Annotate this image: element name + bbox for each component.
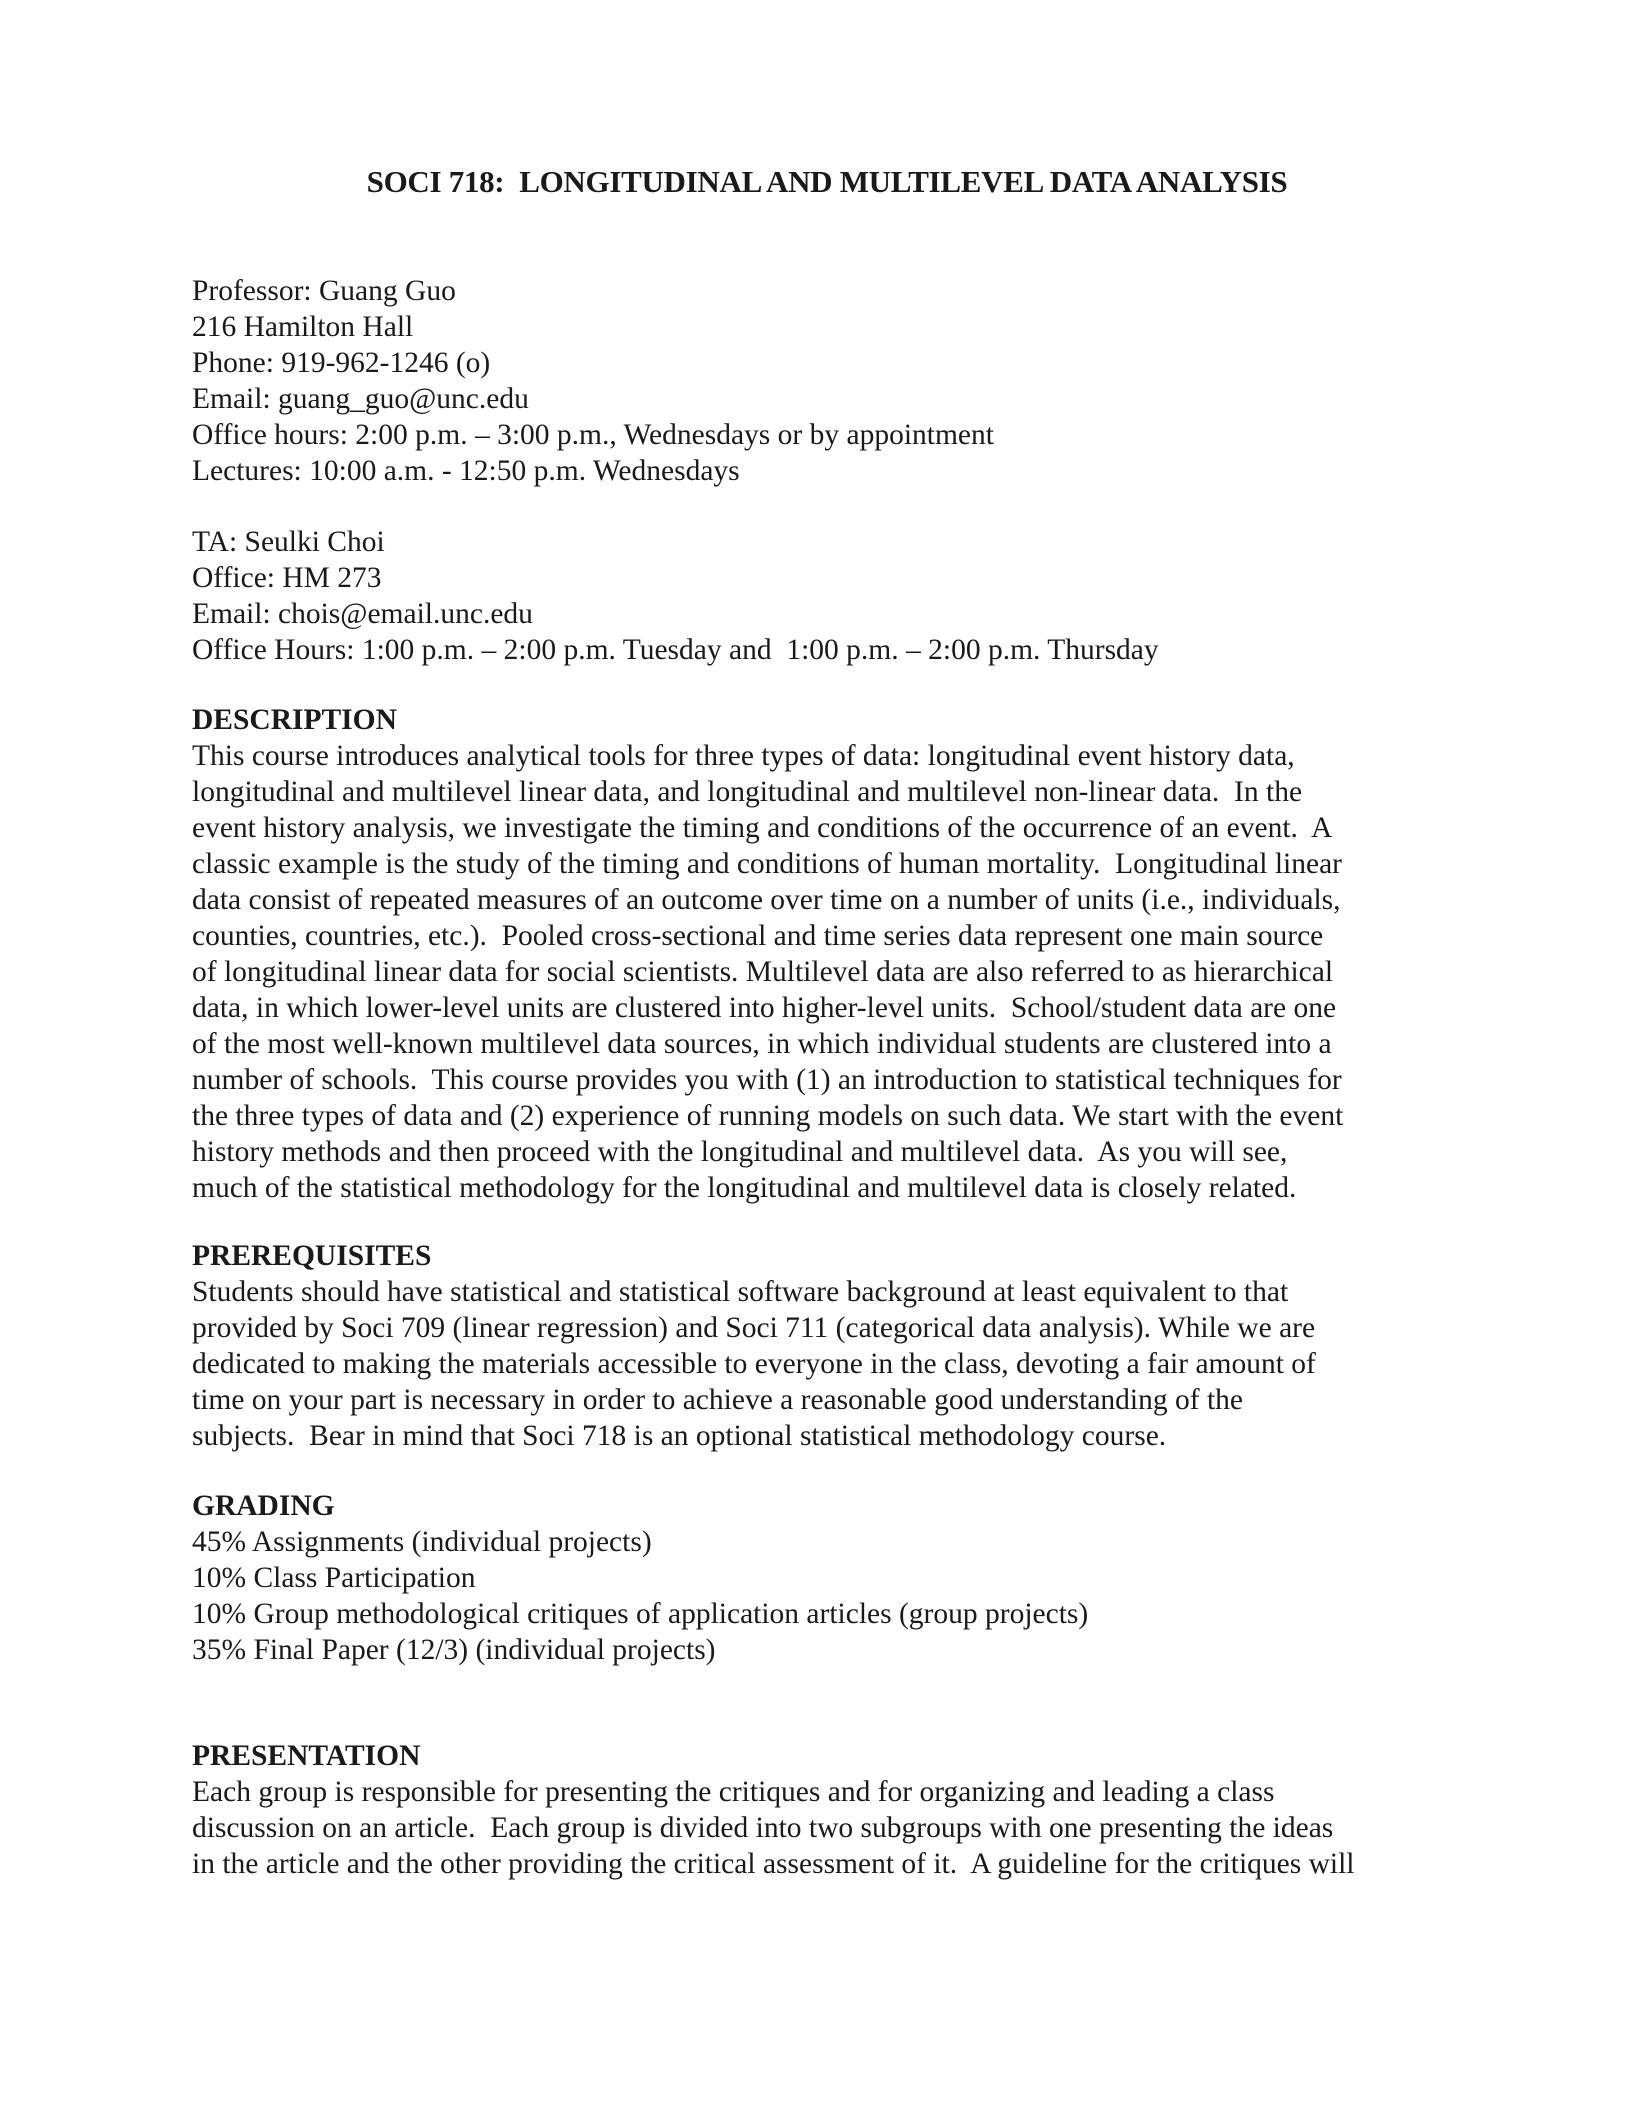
grading-item: 10% Group methodological critiques of application articles (group projects) [192,1598,1089,1630]
description-section [192,702,1462,1206]
grading-item: 10% Class Participation [192,1562,476,1594]
presentation-line: Each group is responsible for presenting the critiques and for organizing and leading a class [192,1776,1275,1808]
lecture-time: Lectures: 10:00 a.m. - 12:50 p.m. Wednesdays [192,455,740,487]
description-line: of the most well-known multilevel data sources, in which individual students are clustered into a [192,1028,1332,1060]
description-line: event history analysis, we investigate the timing and conditions of the occurrence of an event. A [192,812,1333,844]
professor-name: Professor: Guang Guo [192,275,456,307]
description-line: history methods and then proceed with the longitudinal and multilevel data. As you will see, [192,1136,1288,1168]
grading-item: 35% Final Paper (12/3) (individual projects) [192,1634,716,1666]
professor-office-hours: Office hours: 2:00 p.m. – 3:00 p.m., Wednesdays or by appointment [192,419,994,451]
description-line: longitudinal and multilevel linear data, and longitudinal and multilevel non-linear data. In the [192,776,1303,808]
prerequisites-line: dedicated to making the materials accessible to everyone in the class, devoting a fair amount of [192,1348,1316,1380]
ta-email: Email: chois@email.unc.edu [192,598,533,630]
description-line: the three types of data and (2) experience of running models on such data. We start with the event [192,1100,1344,1132]
professor-info [192,273,1462,489]
description-line: classic example is the study of the timing and conditions of human mortality. Longitudinal linear [192,848,1342,880]
grading-section [192,1488,1462,1668]
description-line: data, in which lower-level units are clustered into higher-level units. School/student data are one [192,992,1337,1024]
prerequisites-section [192,1238,1462,1454]
prerequisites-heading: PREREQUISITES [192,1240,432,1272]
document-title: SOCI 718: LONGITUDINAL AND MULTILEVEL DATA ANALYSIS [366,164,1288,199]
description-line: counties, countries, etc.). Pooled cross-sectional and time series data represent one main source [192,920,1324,952]
description-line: of longitudinal linear data for social scientists. Multilevel data are also referred to as hierarchical [192,956,1334,988]
professor-email: Email: guang_guo@unc.edu [192,383,529,415]
description-line: number of schools. This course provides you with (1) an introduction to statistical techniques for [192,1064,1342,1096]
presentation-line: discussion on an article. Each group is divided into two subgroups with one presenting the ideas [192,1812,1334,1844]
prerequisites-line: time on your part is necessary in order to achieve a reasonable good understanding of the [192,1384,1243,1416]
grading-heading: GRADING [192,1490,335,1522]
presentation-line: in the article and the other providing the critical assessment of it. A guideline for the critiques will [192,1848,1355,1880]
ta-office-hours: Office Hours: 1:00 p.m. – 2:00 p.m. Tuesday and 1:00 p.m. – 2:00 p.m. Thursday [192,634,1159,666]
presentation-heading: PRESENTATION [192,1740,421,1772]
description-line: This course introduces analytical tools for three types of data: longitudinal event history data, [192,740,1295,772]
ta-name: TA: Seulki Choi [192,526,385,558]
grading-item: 45% Assignments (individual projects) [192,1526,652,1558]
description-line: much of the statistical methodology for the longitudinal and multilevel data is closely related. [192,1172,1297,1204]
prerequisites-line: Students should have statistical and statistical software background at least equivalent to that [192,1276,1289,1308]
prerequisites-line: provided by Soci 709 (linear regression) and Soci 711 (categorical data analysis). While we are [192,1312,1316,1344]
ta-info [192,524,1462,668]
professor-phone: Phone: 919-962-1246 (o) [192,347,491,379]
professor-office: 216 Hamilton Hall [192,311,414,343]
description-heading: DESCRIPTION [192,704,397,736]
ta-office: Office: HM 273 [192,562,382,594]
description-line: data consist of repeated measures of an outcome over time on a number of units (i.e., individuals, [192,884,1341,916]
prerequisites-line: subjects. Bear in mind that Soci 718 is an optional statistical methodology course. [192,1420,1167,1452]
presentation-section [192,1738,1462,1882]
